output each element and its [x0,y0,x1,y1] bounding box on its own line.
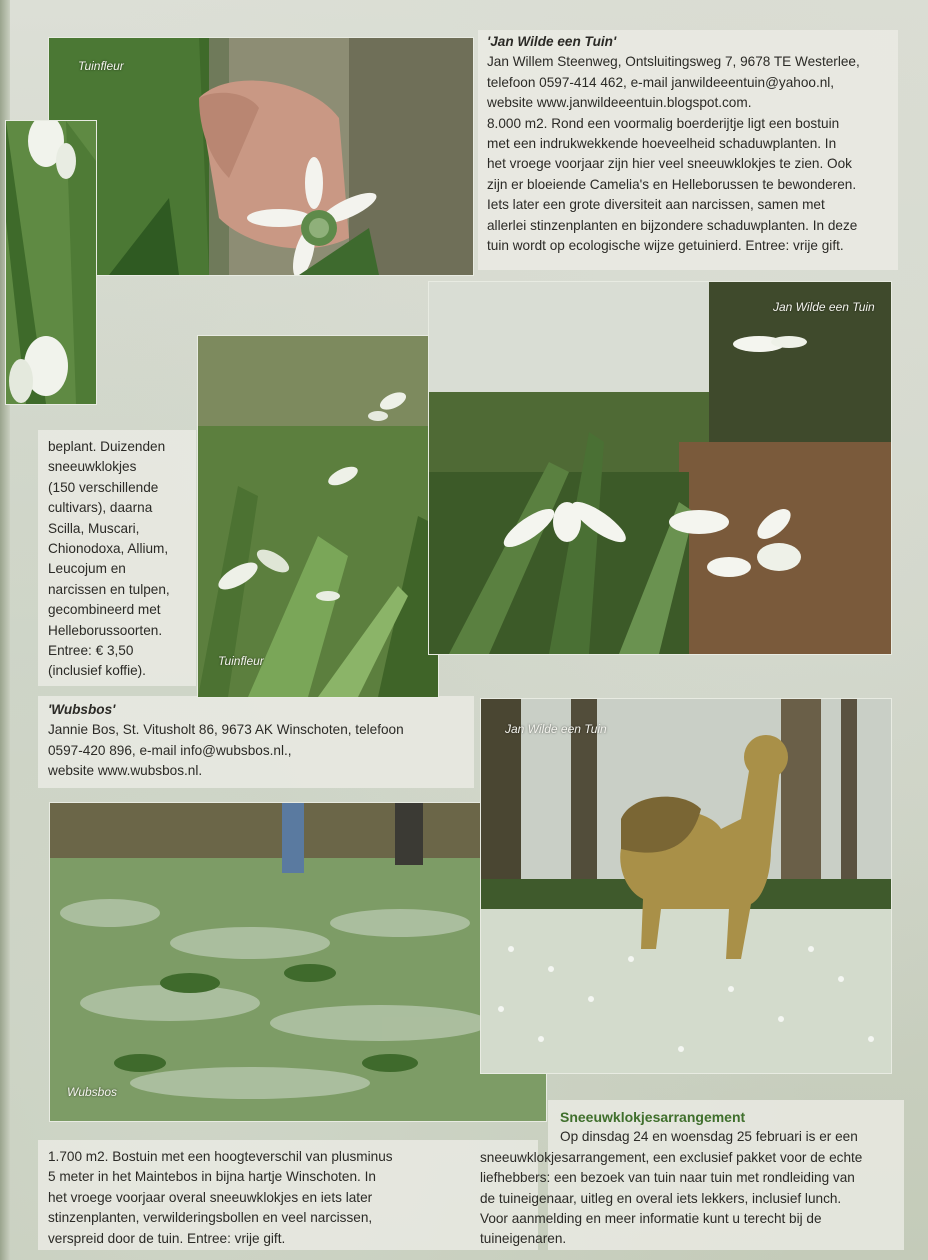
arrangement-section [480,1107,904,1250]
jan-wilde-line: allerlei stinzenplanten en bijzondere schaduwplanten. In deze [487,217,858,233]
tuinfleur-line: Scilla, Muscari, [48,520,140,536]
wubsbos-section [48,700,478,782]
photo-caption: Jan Wilde een Tuin [505,722,607,736]
arrangement-line: de tuineigenaar, uitleg en overal iets lekkers, inclusief lunch. [480,1190,842,1206]
wubsbos-desc-line: 5 meter in het Maintebos in bijna hartje Winschoten. In [48,1169,376,1185]
jan-wilde-line: Jan Willem Steenweg, Ontsluitingsweg 7, 9678 TE Westerlee, [487,54,860,70]
wubsbos-desc-line: het vroege voorjaar overal sneeuwklokjes en iets later [48,1189,373,1205]
tuinfleur-line: Entree: € 3,50 [48,643,134,659]
wubsbos-line: website www.wubsbos.nl. [48,763,203,779]
tuinfleur-line: (inclusief koffie). [48,663,146,679]
photo-snowdrops-leaves-image [198,336,438,697]
photo-caption: Jan Wilde een Tuin [773,300,875,314]
wubsbos-desc-line: 1.700 m2. Bostuin met een hoogteverschil van plusminus [48,1149,393,1164]
photo-caption: Wubsbos [67,1085,118,1099]
photo-jan-wilde-snowdrops [428,281,892,655]
photo-wubsbos-lawn-image [50,803,546,1121]
wubsbos-desc-line: verspreid door de tuin. Entree: vrije gift. [48,1230,286,1246]
arrangement-line: liefhebbers: een bezoek van tuin naar tuin met rondleiding van [480,1170,855,1186]
tuinfleur-line: cultivars), daarna [48,500,153,516]
jan-wilde-line: telefoon 0597-414 462, e-mail janwildeeentuin@yahoo.nl, [487,74,835,90]
wubsbos-description [48,1147,538,1249]
photo-topiary-animal [480,698,892,1074]
wubsbos-desc-line: stinzenplanten, verwilderingsbollen en veel narcissen, [48,1210,373,1226]
jan-wilde-section [487,32,897,256]
jan-wilde-line: met een indrukwekkende hoeveelheid schaduwplanten. In [487,136,837,152]
tuinfleur-line: Helleborussoorten. [48,622,163,638]
photo-snowdrop-strip-image [6,121,96,404]
jan-wilde-title: 'Jan Wilde een Tuin' [487,34,617,49]
arrangement-line: Op dinsdag 24 en woensdag 25 februari is er een [560,1129,858,1145]
photo-caption: Tuinfleur [78,59,124,73]
wubsbos-line: Jannie Bos, St. Vitusholt 86, 9673 AK Winschoten, telefoon [48,722,404,738]
photo-hand-snowdrop-image [49,38,473,275]
arrangement-line: sneeuwklokjesarrangement, een exclusief pakket voor de echte [480,1149,863,1165]
tuinfleur-line: beplant. Duizenden [48,439,166,454]
tuinfleur-line: Leucojum en [48,561,126,577]
photo-topiary-animal-image [481,699,891,1073]
photo-caption: Tuinfleur [218,654,264,668]
arrangement-title: Sneeuwklokjesarrangement [560,1109,746,1125]
jan-wilde-line: Iets later een grote diversiteit aan narcissen, samen met [487,197,825,213]
tuinfleur-text [48,437,198,682]
jan-wilde-line: website www.janwildeeentuin.blogspot.com. [487,95,752,111]
jan-wilde-line: 8.000 m2. Rond een voormalig boerderijtje ligt een bostuin [487,115,840,131]
wubsbos-line: 0597-420 896, e-mail info@wubsbos.nl., [48,742,292,758]
wubsbos-title: 'Wubsbos' [48,702,116,717]
arrangement-line-first [560,1127,904,1147]
photo-wubsbos-lawn [49,802,547,1122]
tuinfleur-line: (150 verschillende [48,479,159,495]
jan-wilde-line: zijn er bloeiende Camelia's en Helleborussen te bewonderen. [487,176,857,192]
photo-jan-wilde-snowdrops-image [429,282,891,654]
tuinfleur-line: narcissen en tulpen, [48,581,170,597]
photo-hand-snowdrop [48,37,474,276]
photo-snowdrops-leaves [197,335,439,698]
photo-snowdrop-strip [5,120,97,405]
arrangement-line: Voor aanmelding en meer informatie kunt u terecht bij de [480,1211,822,1227]
tuinfleur-line: sneeuwklokjes [48,459,137,475]
jan-wilde-line: het vroege voorjaar zijn hier veel sneeuwklokjes te zien. Ook [487,156,852,172]
arrangement-line: tuineigenaren. [480,1231,567,1247]
tuinfleur-line: gecombineerd met [48,602,161,618]
jan-wilde-line: tuin wordt op ecologische wijze getuinierd. Entree: vrije gift. [487,238,844,254]
tuinfleur-line: Chionodoxa, Allium, [48,541,169,557]
